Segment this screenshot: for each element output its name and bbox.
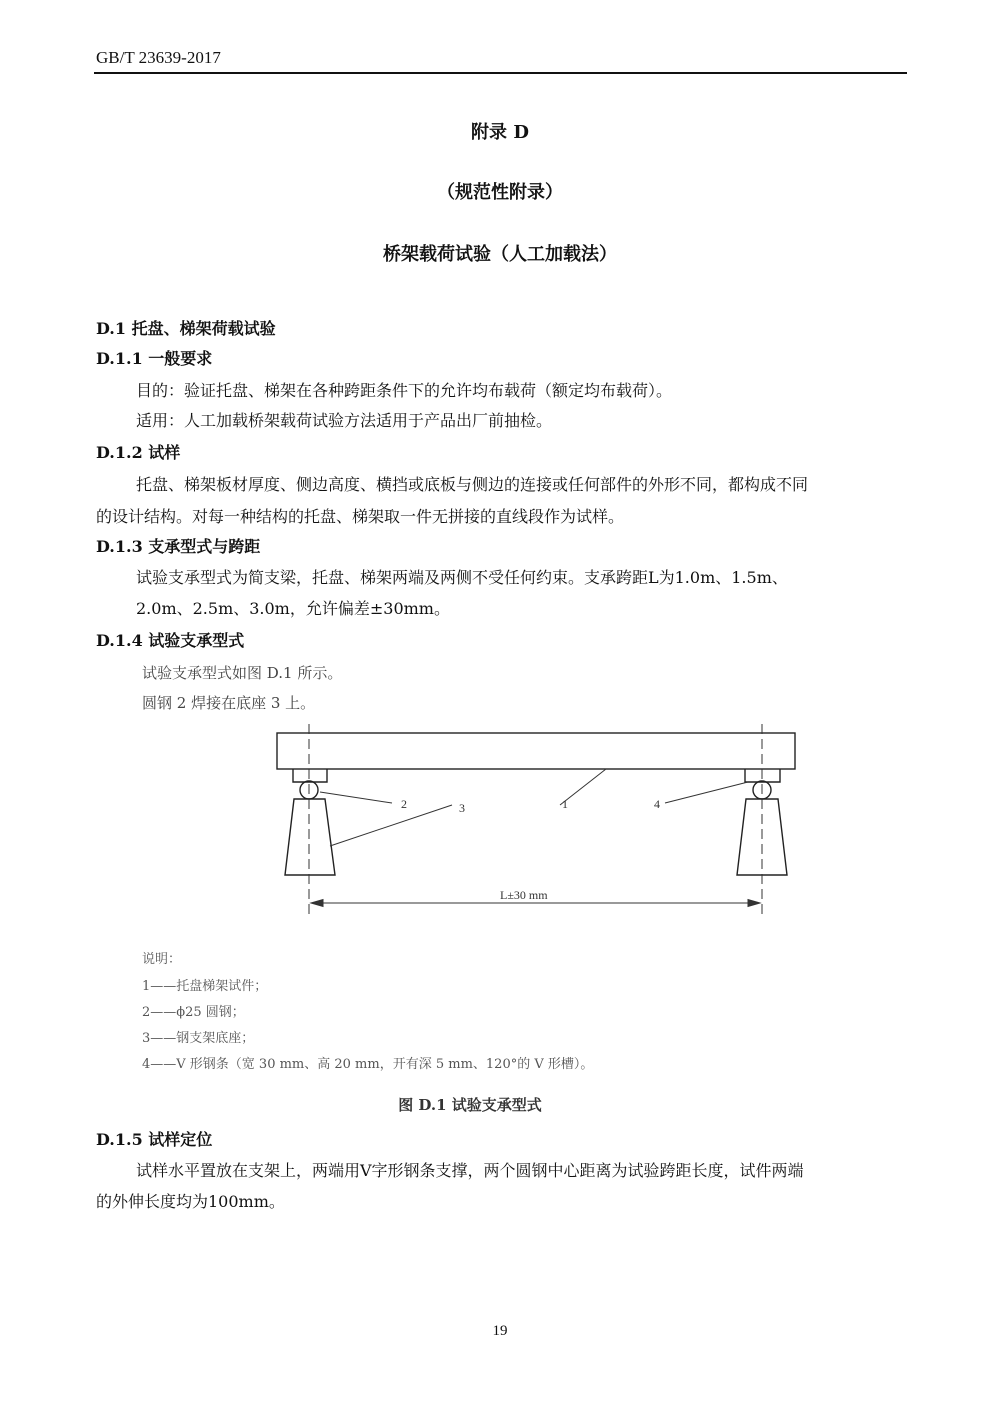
section-heading-d1-5: D.1.5 试样定位: [96, 1130, 213, 1149]
paragraph-scope: 适用：人工加载桥架载荷试验方法适用于产品出厂前抽检。: [136, 411, 553, 430]
section-heading-d1-1: D.1.1 一般要求: [96, 349, 213, 368]
leader-2: [320, 792, 392, 803]
section-heading-d1-4: D.1.4 试验支承型式: [96, 631, 245, 650]
paragraph-support-line1: 试验支承型式为简支梁，托盘、梯架两端及两侧不受任何约束。支承跨距L为1.0m、1.5m、: [136, 568, 788, 587]
specimen-beam: [277, 733, 795, 769]
legend-item-3: 3——钢支架底座；: [142, 1031, 255, 1046]
standard-id: GB/T 23639-2017: [96, 48, 221, 67]
paragraph-figure-ref: 试验支承型式如图 D.1 所示。: [142, 664, 343, 682]
paragraph-support-line2: 2.0m、2.5m、3.0m，允许偏差±30mm。: [136, 599, 450, 618]
leader-3: [330, 805, 452, 846]
left-base: [285, 799, 335, 875]
paragraph-positioning-line1: 试样水平置放在支架上，两端用V字形钢条支撑，两个圆钢中心距离为试验跨距长度，试件两端: [136, 1161, 804, 1180]
paragraph-purpose: 目的：验证托盘、梯架在各种跨距条件下的允许均布载荷（额定均布载荷）。: [136, 381, 673, 400]
dimension-arrow-left: [311, 900, 323, 907]
label-span: L±30 mm: [500, 888, 548, 902]
legend-item-1: 1——托盘梯架试件；: [142, 979, 268, 994]
paragraph-weld: 圆钢 2 焊接在底座 3 上。: [142, 694, 316, 712]
section-heading-d1-2: D.1.2 试样: [96, 443, 181, 462]
paragraph-sample-line1: 托盘、梯架板材厚度、侧边高度、横挡或底板与侧边的连接或任何部件的外形不同，都构成不同: [136, 475, 809, 494]
appendix-label: 附录 D: [471, 122, 529, 143]
section-heading-d1-3: D.1.3 支承型式与跨距: [96, 537, 261, 556]
figure-caption: 图 D.1 试验支承型式: [398, 1096, 542, 1114]
legend-title: 说明：: [142, 952, 182, 967]
page-number: 19: [492, 1323, 508, 1339]
appendix-title: 桥架载荷试验（人工加载法）: [383, 244, 617, 265]
dimension-arrow-right: [748, 900, 760, 907]
paragraph-sample-line2: 的设计结构。对每一种结构的托盘、梯架取一件无拼接的直线段作为试样。: [96, 507, 625, 526]
legend-item-4: 4——V 形钢条（宽 30 mm、高 20 mm，开有深 5 mm、120°的 V 形槽）。: [142, 1057, 594, 1072]
appendix-type: （规范性附录）: [437, 182, 563, 203]
section-heading-d1: D.1 托盘、梯架荷载试验: [96, 319, 276, 338]
label-4: 4: [654, 797, 660, 811]
paragraph-positioning-line2: 的外伸长度均为100mm。: [96, 1192, 285, 1211]
label-3: 3: [459, 801, 465, 815]
leader-4: [665, 782, 748, 803]
legend-item-2: 2——ϕ25 圆钢；: [142, 1005, 245, 1020]
label-1: 1: [562, 797, 568, 811]
label-2: 2: [401, 797, 407, 811]
left-v-strip: [293, 769, 327, 782]
